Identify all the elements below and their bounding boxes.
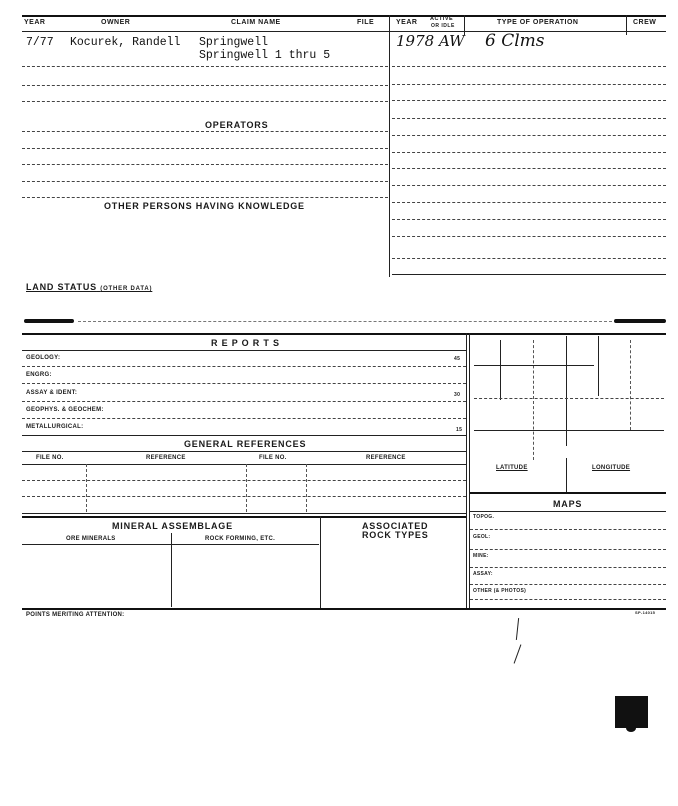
operation-line bbox=[392, 219, 666, 220]
operation-line bbox=[392, 152, 666, 153]
report-label-geophys: GEOPHYS. & GEOCHEM: bbox=[26, 407, 104, 413]
maps-assay-label: ASSAY: bbox=[473, 571, 493, 577]
maps-other-label: OTHER (& PHOTOS) bbox=[473, 588, 527, 594]
lat-long-divider bbox=[566, 458, 567, 492]
maps-header-rule bbox=[470, 511, 666, 512]
operation-line bbox=[392, 135, 666, 136]
header-crew: CREW bbox=[633, 19, 657, 26]
points-meriting-attention-label: POINTS MERITING ATTENTION: bbox=[26, 612, 125, 618]
mineral-top-border bbox=[22, 516, 466, 518]
report-row-line bbox=[22, 401, 466, 402]
header-rule bbox=[22, 31, 666, 32]
header-type-of-operation: TYPE OF OPERATION bbox=[497, 19, 579, 26]
col-file-no: FILE NO. bbox=[36, 455, 64, 461]
reports-header-rule bbox=[22, 350, 466, 351]
header-or-idle: OR IDLE bbox=[431, 23, 455, 29]
land-status-label: LAND STATUS bbox=[26, 282, 97, 292]
maps-row-line bbox=[470, 584, 666, 585]
general-references-row-line bbox=[22, 480, 466, 481]
rock-types-label: ROCK TYPES bbox=[362, 530, 429, 540]
header-owner: OWNER bbox=[101, 19, 131, 26]
bottom-border bbox=[22, 608, 666, 610]
maps-mine-label: MINE: bbox=[473, 553, 489, 559]
general-references-row-line bbox=[22, 496, 466, 497]
operation-line bbox=[392, 100, 666, 101]
header-year: YEAR bbox=[24, 19, 46, 26]
reports-top-border bbox=[22, 333, 666, 335]
header-active: ACTIVE bbox=[430, 16, 454, 22]
land-status-sublabel: (OTHER DATA) bbox=[100, 286, 153, 292]
grid-line-h bbox=[474, 430, 664, 431]
land-status-heading bbox=[26, 282, 152, 292]
operation-line bbox=[392, 84, 666, 85]
operation-line bbox=[392, 274, 666, 275]
report-num-metallurgical: 15 bbox=[456, 427, 463, 433]
crew-column-divider bbox=[626, 15, 627, 35]
grid-line-h bbox=[474, 398, 664, 399]
col-reference-2: REFERENCE bbox=[366, 455, 406, 461]
operators-line bbox=[22, 197, 388, 198]
general-references-row-line bbox=[22, 464, 466, 465]
other-persons-heading: OTHER PERSONS HAVING KNOWLEDGE bbox=[104, 201, 305, 211]
file-column-divider bbox=[389, 15, 390, 277]
header-year-2: YEAR bbox=[396, 19, 418, 26]
operation-line bbox=[392, 118, 666, 119]
maps-heading: MAPS bbox=[553, 499, 583, 509]
owner-line bbox=[22, 66, 388, 67]
operation-line bbox=[392, 236, 666, 237]
grid-line-h bbox=[474, 365, 594, 366]
general-references-rule bbox=[22, 451, 466, 452]
report-row-line bbox=[22, 435, 466, 436]
associated-divider bbox=[320, 516, 321, 608]
operation-line bbox=[392, 66, 666, 67]
report-row-line bbox=[22, 418, 466, 419]
report-label-assay: ASSAY & IDENT: bbox=[26, 390, 78, 396]
general-references-divider bbox=[306, 464, 307, 512]
general-references-heading: GENERAL REFERENCES bbox=[184, 439, 307, 449]
mineral-assemblage-heading: MINERAL ASSEMBLAGE bbox=[112, 521, 233, 531]
ore-minerals-label: ORE MINERALS bbox=[66, 536, 116, 542]
operation-line bbox=[392, 202, 666, 203]
general-references-bottom bbox=[22, 513, 466, 514]
maps-row-line bbox=[470, 567, 666, 568]
form-number: SP-14015 bbox=[635, 610, 656, 615]
report-label-metallurgical: METALLURGICAL: bbox=[26, 424, 84, 430]
col-file-no-2: FILE NO. bbox=[259, 455, 287, 461]
operation-line bbox=[392, 185, 666, 186]
separator-bar-right bbox=[614, 319, 666, 323]
operation-line bbox=[392, 258, 666, 259]
operation-line bbox=[392, 168, 666, 169]
maps-geol-label: GEOL: bbox=[473, 534, 491, 540]
report-num-assay: 30 bbox=[454, 392, 461, 398]
mineral-divider bbox=[171, 533, 172, 607]
pen-mark bbox=[516, 618, 519, 640]
maps-row-line bbox=[470, 549, 666, 550]
associated-label: ASSOCIATED bbox=[362, 521, 429, 531]
maps-top-border bbox=[470, 492, 666, 494]
maps-topog-label: TOPOG. bbox=[473, 514, 495, 520]
entry-owner: Kocurek, Randell bbox=[70, 36, 181, 49]
grid-line bbox=[630, 340, 631, 430]
maps-row-line bbox=[470, 529, 666, 530]
latitude-label: LATITUDE bbox=[496, 465, 528, 471]
entry-handwritten-year: 1978 AW bbox=[396, 32, 465, 50]
header-file: FILE bbox=[357, 19, 375, 26]
general-references-divider bbox=[246, 464, 247, 512]
general-references-divider bbox=[86, 464, 87, 512]
grid-line bbox=[598, 336, 599, 396]
operators-heading: OPERATORS bbox=[205, 120, 269, 130]
pen-mark bbox=[514, 644, 522, 663]
top-border bbox=[22, 15, 666, 17]
black-dot-mark bbox=[626, 724, 636, 732]
operators-line bbox=[22, 181, 388, 182]
operators-line bbox=[22, 164, 388, 165]
entry-claim-2: Springwell 1 thru 5 bbox=[199, 49, 331, 62]
col-reference: REFERENCE bbox=[146, 455, 186, 461]
operators-line bbox=[22, 148, 388, 149]
reports-right-divider bbox=[466, 333, 467, 608]
report-row-line bbox=[22, 383, 466, 384]
operators-line bbox=[22, 131, 388, 132]
report-row-line bbox=[22, 366, 466, 367]
reports-heading: R E P O R T S bbox=[211, 338, 280, 348]
rock-forming-label: ROCK FORMING, ETC. bbox=[205, 536, 276, 542]
owner-line bbox=[22, 85, 388, 86]
separator-dashes bbox=[78, 321, 612, 322]
entry-claim-1: Springwell bbox=[199, 36, 269, 49]
grid-line bbox=[533, 340, 534, 460]
report-num-geology: 45 bbox=[454, 356, 461, 362]
report-label-engrg: ENGRG: bbox=[26, 372, 52, 378]
longitude-label: LONGITUDE bbox=[592, 465, 631, 471]
owner-line bbox=[22, 101, 388, 102]
entry-handwritten-type: 6 Clms bbox=[485, 31, 545, 51]
report-label-geology: GEOLOGY: bbox=[26, 355, 61, 361]
entry-year: 7/77 bbox=[26, 36, 54, 49]
header-claim-name: CLAIM NAME bbox=[231, 19, 281, 26]
separator-bar-left bbox=[24, 319, 74, 323]
maps-row-line bbox=[470, 599, 666, 600]
grid-line bbox=[500, 340, 501, 400]
